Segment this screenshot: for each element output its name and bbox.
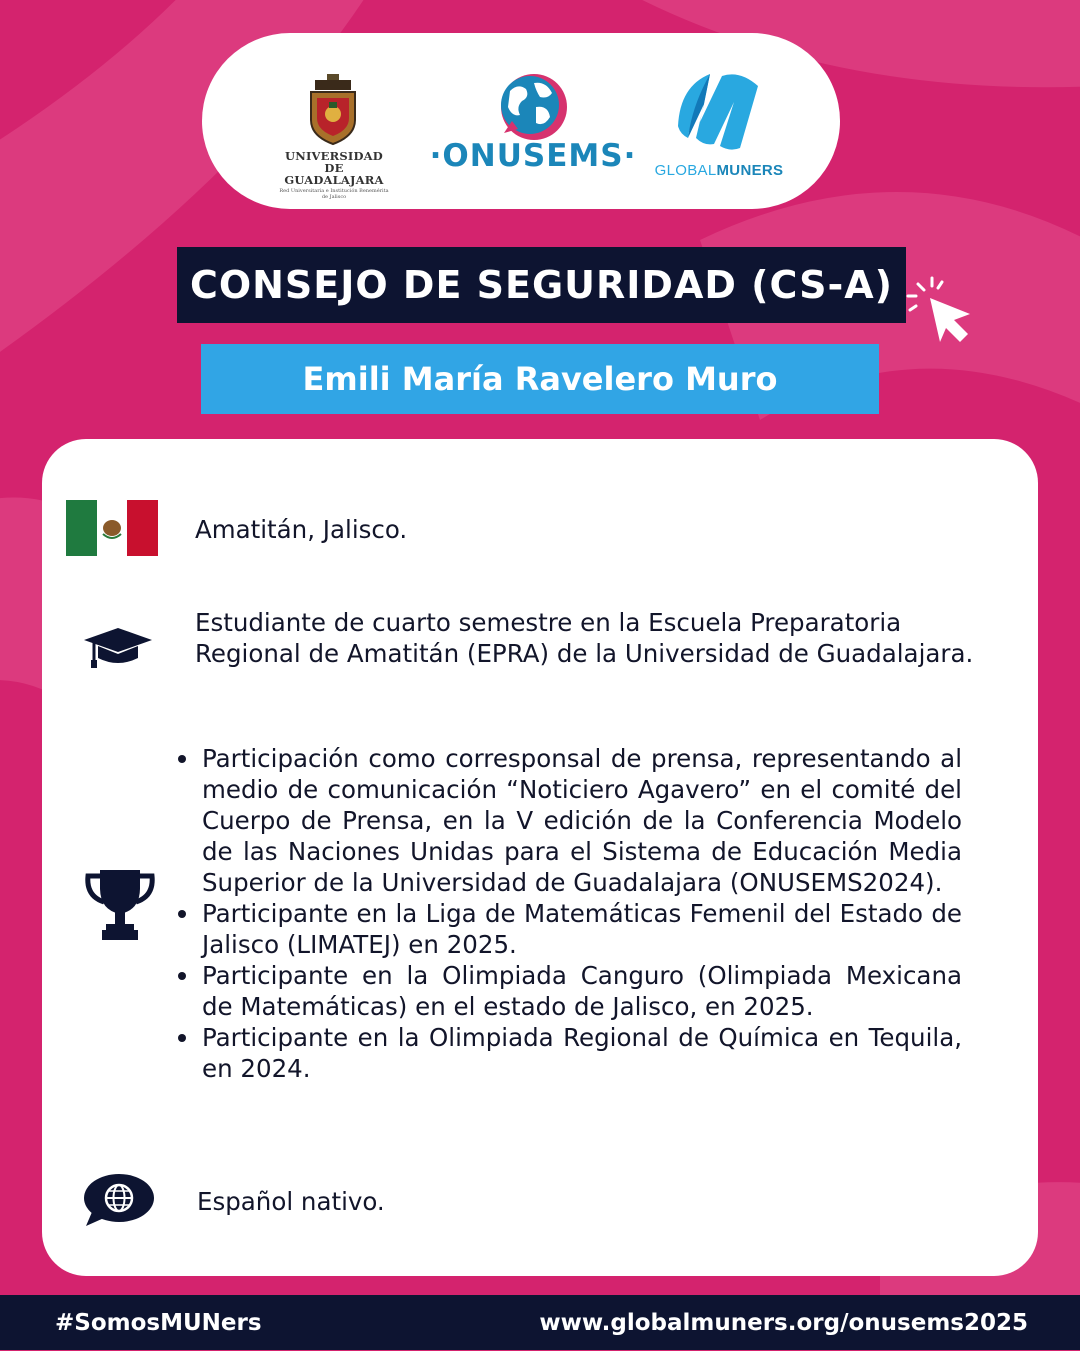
globalmuners-text-global: GLOBAL: [654, 162, 717, 179]
globalmuners-text-muners: MUNERS: [716, 162, 784, 179]
cursor-click-icon: [902, 274, 976, 346]
graduation-cap-icon: [82, 624, 154, 670]
udg-logo: [278, 74, 390, 200]
delegate-name: Emili María Ravelero Muro: [201, 344, 879, 414]
committee-title: CONSEJO DE SEGURIDAD (CS-A): [177, 247, 906, 323]
list-item: Participante en la Liga de Matemáticas Femenil del Estado de Jalisco (LIMATEJ) en 2025.: [174, 898, 962, 960]
achievements-list: [174, 743, 962, 1084]
footer-website-link[interactable]: www.globalmuners.org/onusems2025: [539, 1310, 1028, 1336]
origin-text: Amatitán, Jalisco.: [195, 515, 408, 544]
globalmuners-logo-text: [651, 162, 787, 179]
globe-speech-bubble-icon: [82, 1172, 156, 1228]
list-item: Participante en la Olimpiada Regional de Química en Tequila, en 2024.: [174, 1022, 962, 1084]
list-item: Participación como corresponsal de prensa, representando al medio de comunicación “Noticiero Agavero” en el comité del Cuerpo de Prensa, en la V edición de la Conferencia Modelo de las Naciones Unidas para el Sistema de Educación Media Superior de la Universidad de Guadalajara (ONUSEMS2024).: [174, 743, 962, 898]
list-item: Participante en la Olimpiada Canguro (Olimpiada Mexicana de Matemáticas) en el estado de Jalisco, en 2025.: [174, 960, 962, 1022]
udg-name-line2: GUADALAJARA: [284, 173, 384, 187]
education-text: Estudiante de cuarto semestre en la Escuela Preparatoria Regional de Amatitán (EPRA) de la Universidad de Guadalajara.: [195, 608, 974, 668]
udg-name-line1: UNIVERSIDAD DE: [285, 149, 383, 175]
footer-hashtag: #SomosMUNers: [55, 1310, 262, 1336]
trophy-icon: [84, 866, 156, 942]
globalmuners-m-icon: [670, 66, 766, 156]
languages-text: Español nativo.: [197, 1187, 385, 1216]
udg-subtitle: Red Universitaria e Institución Benemérita de Jalisco: [279, 188, 389, 200]
onusems-logo-text: ·ONUSEMS·: [429, 138, 637, 174]
mexico-flag-icon: [66, 500, 158, 556]
onusems-globe-icon: [490, 73, 576, 143]
